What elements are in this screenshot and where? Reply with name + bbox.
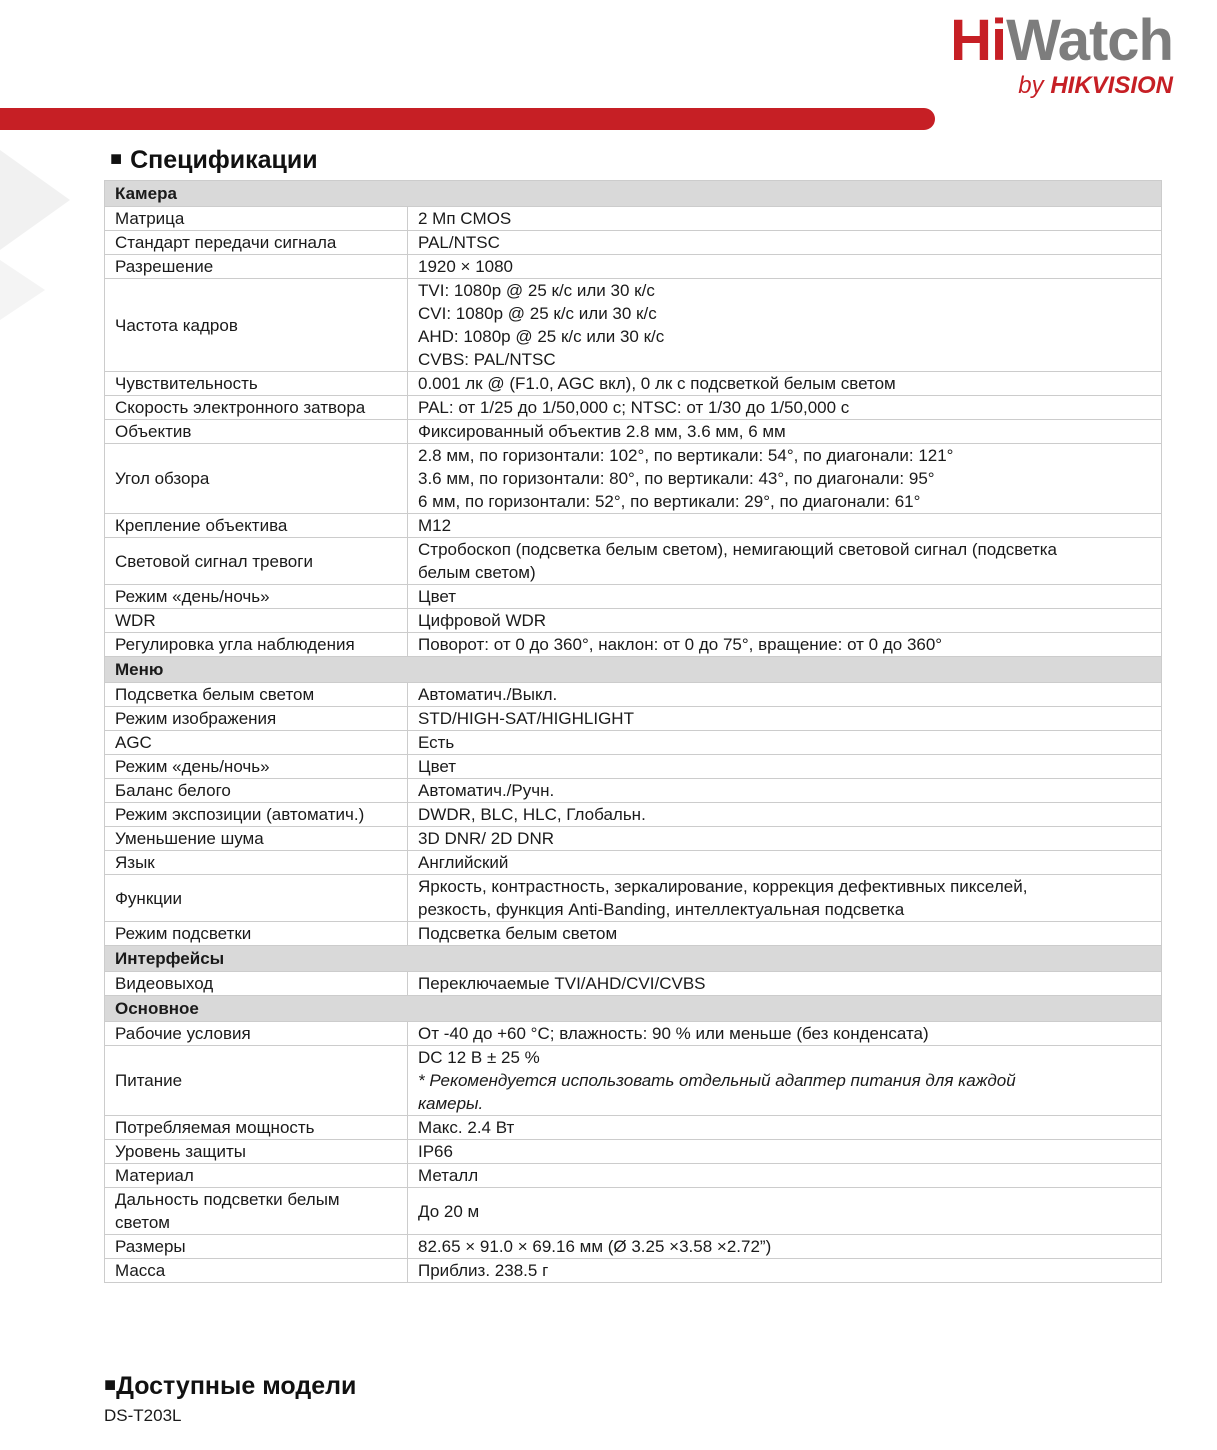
table-row: [105, 396, 1162, 420]
table-row: [105, 1116, 1162, 1140]
row-value: [408, 707, 1162, 731]
value-line: DWDR, BLC, HLC, Глобальн.: [418, 805, 646, 824]
spec-table: [104, 180, 1162, 1283]
table-row: [105, 420, 1162, 444]
value-line: PAL/NTSC: [418, 233, 500, 252]
row-label: Уменьшение шума: [105, 827, 408, 851]
row-value: [408, 922, 1162, 946]
table-row: [105, 231, 1162, 255]
row-label: Режим «день/ночь»: [105, 585, 408, 609]
row-value: [408, 1235, 1162, 1259]
row-value: [408, 755, 1162, 779]
value-line: Поворот: от 0 до 360°, наклон: от 0 до 75°, вращение: от 0 до 360°: [418, 635, 943, 654]
row-value: [408, 396, 1162, 420]
value-line: Металл: [418, 1166, 479, 1185]
row-value: [408, 683, 1162, 707]
value-line: 2.8 мм, по горизонтали: 102°, по вертикали: 54°, по диагонали: 121°: [418, 446, 954, 465]
table-row: [105, 1046, 1162, 1116]
logo-wordmark: HiWatch: [950, 8, 1173, 73]
table-row: [105, 279, 1162, 372]
value-line: Цифровой WDR: [418, 611, 547, 630]
table-row: [105, 707, 1162, 731]
value-line: CVI: 1080p @ 25 к/с или 30 к/с: [418, 304, 657, 323]
value-line: Фиксированный объектив 2.8 мм, 3.6 мм, 6 мм: [418, 422, 786, 441]
row-label: Регулировка угла наблюдения: [105, 633, 408, 657]
header-red-bar: [0, 108, 935, 130]
value-line: 1920 × 1080: [418, 257, 514, 276]
row-value: [408, 514, 1162, 538]
row-label: AGC: [105, 731, 408, 755]
value-line: STD/HIGH-SAT/HIGHLIGHT: [418, 709, 634, 728]
value-line: Стробоскоп (подсветка белым светом), немигающий световой сигнал (подсветка: [418, 540, 1057, 559]
row-value: [408, 972, 1162, 996]
logo-byline: by HIKVISION: [1018, 72, 1173, 99]
row-value: [408, 1259, 1162, 1283]
table-row: [105, 633, 1162, 657]
row-value: [408, 1140, 1162, 1164]
row-value: [408, 1046, 1162, 1116]
row-label: Баланс белого: [105, 779, 408, 803]
row-value: [408, 1116, 1162, 1140]
value-line: Английский: [418, 853, 509, 872]
row-label: Световой сигнал тревоги: [105, 538, 408, 585]
value-line: Приблиз. 238.5 г: [418, 1261, 549, 1280]
row-value: [408, 1188, 1162, 1235]
value-line: 3.6 мм, по горизонтали: 80°, по вертикали: 43°, по диагонали: 95°: [418, 469, 935, 488]
value-line: Подсветка белым светом: [418, 924, 618, 943]
note-line: * Рекомендуется использовать отдельный адаптер питания для каждой: [418, 1071, 1016, 1090]
row-value: [408, 538, 1162, 585]
section-header-row: [105, 946, 1162, 972]
table-row: [105, 1022, 1162, 1046]
row-label: WDR: [105, 609, 408, 633]
table-row: [105, 875, 1162, 922]
table-row: [105, 444, 1162, 514]
row-label: Рабочие условия: [105, 1022, 408, 1046]
table-row: [105, 372, 1162, 396]
value-line: Автоматич./Выкл.: [418, 685, 558, 704]
value-line: AHD: 1080p @ 25 к/с или 30 к/с: [418, 327, 665, 346]
value-line: PAL: от 1/25 до 1/50,000 с; NTSC: от 1/30 до 1/50,000 с: [418, 398, 850, 417]
row-value: [408, 633, 1162, 657]
spec-title: ■ Спецификации: [110, 146, 318, 174]
value-line: Автоматич./Ручн.: [418, 781, 555, 800]
row-label: Дальность подсветки белым светом: [105, 1188, 408, 1235]
row-value: [408, 585, 1162, 609]
table-row: [105, 731, 1162, 755]
row-label: Режим экспозиции (автоматич.): [105, 803, 408, 827]
table-row: [105, 1140, 1162, 1164]
table-row: [105, 803, 1162, 827]
row-label: Режим подсветки: [105, 922, 408, 946]
row-value: [408, 1022, 1162, 1046]
section-title: Основное: [105, 996, 1162, 1022]
row-label: Стандарт передачи сигнала: [105, 231, 408, 255]
row-value: [408, 279, 1162, 372]
row-value: [408, 420, 1162, 444]
row-label: Режим «день/ночь»: [105, 755, 408, 779]
table-row: [105, 1235, 1162, 1259]
section-title: Камера: [105, 181, 1162, 207]
section-header-row: [105, 181, 1162, 207]
hiwatch-logo: [950, 8, 1173, 100]
table-row: [105, 585, 1162, 609]
table-row: [105, 827, 1162, 851]
value-line: Цвет: [418, 757, 457, 776]
row-label: Матрица: [105, 207, 408, 231]
value-line: 82.65 × 91.0 × 69.16 мм (Ø 3.25 ×3.58 ×2.72”): [418, 1237, 772, 1256]
section-header-row: [105, 996, 1162, 1022]
section-title: Меню: [105, 657, 1162, 683]
row-label: Крепление объектива: [105, 514, 408, 538]
value-line: 0.001 лк @ (F1.0, AGC вкл), 0 лк с подсветкой белым светом: [418, 374, 896, 393]
row-value: [408, 779, 1162, 803]
table-row: [105, 255, 1162, 279]
value-line: белым светом): [418, 563, 536, 582]
row-value: [408, 372, 1162, 396]
row-label: Масса: [105, 1259, 408, 1283]
table-row: [105, 755, 1162, 779]
row-label: Объектив: [105, 420, 408, 444]
note-line: камеры.: [418, 1094, 484, 1113]
value-line: 2 Мп CMOS: [418, 209, 512, 228]
row-label: Питание: [105, 1046, 408, 1116]
value-line: До 20 м: [418, 1201, 480, 1221]
value-line: От -40 до +60 °C; влажность: 90 % или меньше (без конденсата): [418, 1024, 929, 1043]
row-value: [408, 609, 1162, 633]
row-label: Размеры: [105, 1235, 408, 1259]
table-row: [105, 514, 1162, 538]
row-value: [408, 803, 1162, 827]
row-value: [408, 827, 1162, 851]
table-row: [105, 683, 1162, 707]
row-label: Угол обзора: [105, 444, 408, 514]
row-value: [408, 444, 1162, 514]
row-label: Видеовыход: [105, 972, 408, 996]
row-value: [408, 255, 1162, 279]
row-label: Частота кадров: [105, 279, 408, 372]
row-label: Материал: [105, 1164, 408, 1188]
row-value: [408, 875, 1162, 922]
row-value: [408, 851, 1162, 875]
value-line: TVI: 1080p @ 25 к/с или 30 к/с: [418, 281, 655, 300]
table-row: [105, 538, 1162, 585]
value-line: DC 12 В ± 25 %: [418, 1048, 540, 1067]
value-line: Макс. 2.4 Вт: [418, 1118, 515, 1137]
row-label: Подсветка белым светом: [105, 683, 408, 707]
row-label: Скорость электронного затвора: [105, 396, 408, 420]
row-label: Чувствительность: [105, 372, 408, 396]
table-row: [105, 779, 1162, 803]
row-value: [408, 207, 1162, 231]
background-decoration-icon: [0, 130, 80, 330]
table-row: [105, 972, 1162, 996]
row-value: [408, 1164, 1162, 1188]
value-line: Яркость, контрастность, зеркалирование, коррекция дефективных пикселей,: [418, 877, 1028, 896]
row-label: Режим изображения: [105, 707, 408, 731]
value-line: Переключаемые TVI/AHD/CVI/CVBS: [418, 974, 706, 993]
models-title: ■Доступные модели: [104, 1372, 357, 1400]
value-line: 3D DNR/ 2D DNR: [418, 829, 555, 848]
row-label: Потребляемая мощность: [105, 1116, 408, 1140]
table-row: [105, 851, 1162, 875]
value-line: Есть: [418, 733, 455, 752]
table-row: [105, 922, 1162, 946]
table-row: [105, 1259, 1162, 1283]
row-label: Уровень защиты: [105, 1140, 408, 1164]
row-value: [408, 731, 1162, 755]
value-line: IP66: [418, 1142, 453, 1161]
section-title: Интерфейсы: [105, 946, 1162, 972]
bullet-icon: ■: [104, 1374, 117, 1396]
row-label: Функции: [105, 875, 408, 922]
value-line: Цвет: [418, 587, 457, 606]
row-label: Разрешение: [105, 255, 408, 279]
row-label: Язык: [105, 851, 408, 875]
model-item: DS-T203L: [104, 1406, 182, 1425]
table-row: [105, 609, 1162, 633]
row-value: [408, 231, 1162, 255]
value-line: резкость, функция Anti-Banding, интеллектуальная подсветка: [418, 900, 905, 919]
value-line: 6 мм, по горизонтали: 52°, по вертикали: 29°, по диагонали: 61°: [418, 492, 921, 511]
section-header-row: [105, 657, 1162, 683]
table-row: [105, 207, 1162, 231]
table-row: [105, 1188, 1162, 1235]
value-line: CVBS: PAL/NTSC: [418, 350, 556, 369]
bullet-icon: ■: [110, 148, 123, 170]
value-line: M12: [418, 516, 452, 535]
table-row: [105, 1164, 1162, 1188]
